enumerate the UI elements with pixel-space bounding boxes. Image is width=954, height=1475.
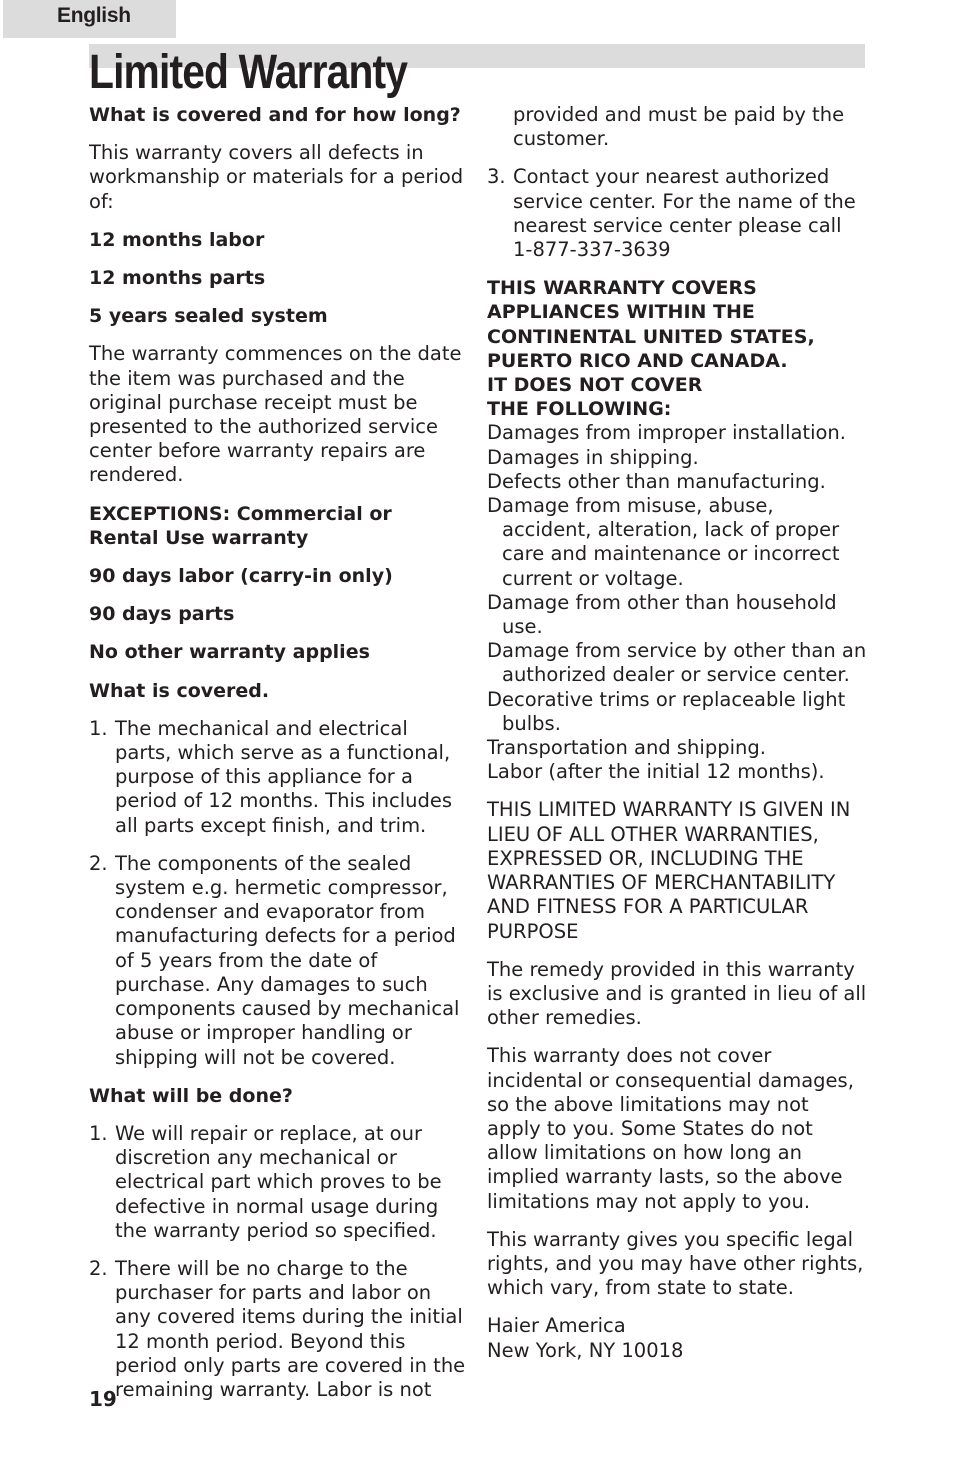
list-text: We will repair or replace, at our discretion any mechanical or electrical part which proves to be defective in normal usage during the warranty period so specified. (115, 1121, 442, 1242)
covered-heading: What is covered and for how long? (89, 104, 461, 126)
exception-no-other: No other warranty applies (89, 641, 370, 664)
exclusion-item: Defects other than manufacturing. (487, 469, 826, 493)
list-number: 3. (487, 165, 506, 189)
period-parts: 12 months parts (89, 267, 266, 290)
exception-parts: 90 days parts (89, 603, 235, 626)
coverage-heading-line: THE FOLLOWING: (487, 398, 672, 421)
covered-list (89, 717, 467, 1070)
what-covered-heading: What is covered. (89, 679, 270, 702)
exclusion-item: Decorative trims or replaceable light bulbs. (487, 687, 846, 735)
list-text: There will be no charge to the purchaser for parts and labor on any covered items during the initial 12 month period. Beyond this period only parts are covered in the remaining warranty. Labor is not (115, 1256, 466, 1401)
list-number: 2. (89, 851, 108, 875)
language-tab: English (3, 0, 176, 38)
list-number: 2. (89, 1256, 108, 1280)
list-number: 1. (89, 1121, 108, 1145)
list-item (487, 165, 867, 262)
list-text: The components of the sealed system e.g. hermetic compressor, condenser and evaporator from manufacturing defects for a period of 5 years from the date of purchase. Any damages to such components caused by mechanical abuse or improper handling or shipping will not be covered. (115, 851, 460, 1069)
done-list (89, 1122, 467, 1402)
exclusion-item: Labor (after the initial 12 months). (487, 760, 825, 784)
list-text: Contact your nearest authorized service center. For the name of the nearest service center please call 1-877-337-3639 (513, 165, 856, 262)
what-done-heading: What will be done? (89, 1084, 293, 1107)
right-column (487, 103, 867, 1363)
lieu-text: THIS LIMITED WARRANTY IS GIVEN IN LIEU OF ALL OTHER WARRANTIES, EXPRESSED OR, INCLUDING THE WARRANTIES OF MERCHANTABILITY AND FITNESS FOR A PARTICULAR PURPOSE (487, 798, 851, 943)
exception-labor: 90 days labor (carry-in only) (89, 565, 393, 588)
coverage-heading-line: CONTINENTAL UNITED STATES, (487, 325, 815, 348)
company-address: New York, NY 10018 (487, 1338, 684, 1362)
coverage-heading-line: IT DOES NOT COVER (487, 374, 703, 397)
left-column (89, 103, 467, 1416)
contact-list (487, 165, 867, 262)
exclusion-item: Damages from improper installation. (487, 421, 846, 445)
list-item (89, 852, 467, 1070)
exclusion-item: Damage from service by other than an authorized dealer or service center. (487, 639, 867, 687)
list-item (89, 1122, 467, 1243)
list-item (89, 717, 467, 838)
remedy-text: The remedy provided in this warranty is exclusive and is granted in lieu of all other remedies. (487, 957, 867, 1030)
exceptions-heading: EXCEPTIONS: Commercial or Rental Use warranty (89, 502, 392, 549)
company-name: Haier America (487, 1314, 626, 1338)
exclusion-item: Damages in shipping. (487, 445, 699, 469)
exclusion-item: Damage from other than household use. (487, 590, 837, 639)
exclusion-item: Transportation and shipping. (487, 736, 766, 760)
period-sealed-system: 5 years sealed system (89, 305, 328, 328)
company-block (487, 1314, 867, 1362)
list-text: The mechanical and electrical parts, which serve as a functional, purpose of this appliance for a period of 12 months. This includes all parts except finish, and trim. (115, 716, 453, 837)
coverage-heading (487, 276, 867, 421)
continuation-text: provided and must be paid by the customer. (513, 103, 845, 151)
list-item (89, 1257, 467, 1402)
page-title: Limited Warranty (89, 46, 408, 99)
period-labor: 12 months labor (89, 228, 265, 251)
exclusions-list (487, 421, 867, 784)
list-number: 1. (89, 716, 108, 740)
coverage-heading-line: THIS WARRANTY COVERS (487, 277, 757, 300)
coverage-heading-line: APPLIANCES WITHIN THE (487, 301, 755, 324)
coverage-heading-line: PUERTO RICO AND CANADA. (487, 349, 788, 372)
incidental-text: This warranty does not cover incidental or consequential damages, so the above limitations may not apply to you. Some States do not allow limitations on how long an implied warranty lasts, so the above limitations may not apply to you. (487, 1044, 854, 1213)
covered-intro: This warranty covers all defects in workmanship or materials for a period of: (89, 141, 464, 213)
commence-text: The warranty commences on the date the item was purchased and the original purchase receipt must be presented to the authorized service center before warranty repairs are rendered. (89, 342, 462, 487)
exclusion-item: Damage from misuse, abuse, accident, alteration, lack of proper care and maintenance or incorrect current or voltage. (487, 494, 840, 590)
page-number: 19 (89, 1387, 117, 1411)
rights-text: This warranty gives you specific legal rights, and you may have other rights, which vary, from state to state. (487, 1227, 864, 1300)
